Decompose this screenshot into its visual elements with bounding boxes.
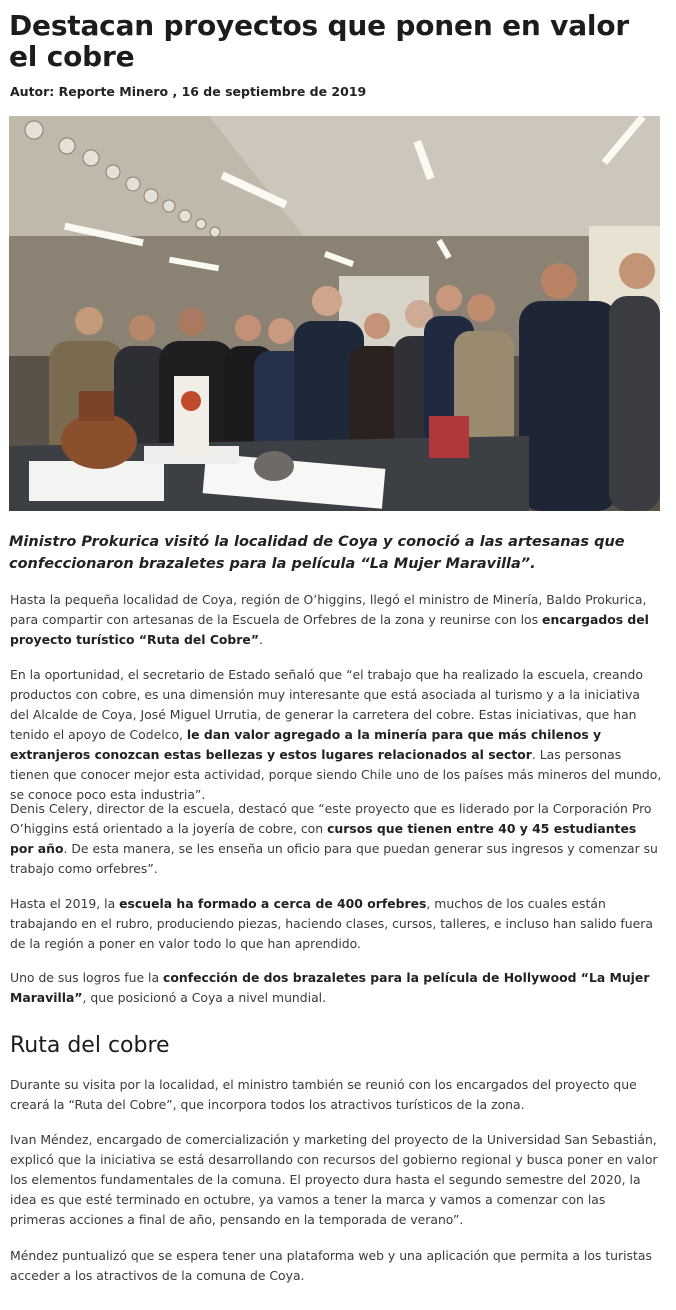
paragraph-6: Durante su visita por la localidad, el ministro también se reunió con los encargados del proyecto que creará la “Ruta del Cobre”, que incorpora todos los atractivos turísticos de la zona. <box>10 1077 637 1112</box>
paragraph-4: Hasta el 2019, la escuela ha formado a cerca de 400 orfebres, muchos de los cuales están trabajando en el rubro, produciendo piezas, haciendo clases, cursos, talleres, e incluso han salido fuera de la región a poner en valor todo lo que han aprendido. <box>10 896 653 951</box>
article-lede: Ministro Prokurica visitó la localidad de Coya y conoció a las artesanas que confeccionaron brazaletes para la película “La Mujer Maravilla”. <box>9 534 625 572</box>
paragraph-5: Uno de sus logros fue la confección de dos brazaletes para la película de Hollywood “La Mujer Maravilla”, que posicionó a Coya a nivel mundial. <box>10 970 650 1005</box>
section-heading: Ruta del cobre <box>10 1033 170 1058</box>
article-title: Destacan proyectos que ponen en valor el cobre <box>9 9 629 73</box>
article-byline: Autor: Reporte Minero , 16 de septiembre de 2019 <box>10 84 367 99</box>
paragraph-8: Méndez puntualizó que se espera tener una plataforma web y una aplicación que permita a los turistas acceder a los atractivos de la comuna de Coya. <box>10 1248 652 1283</box>
article-photo <box>9 116 660 511</box>
paragraph-3: Denis Celery, director de la escuela, destacó que “este proyecto que es liderado por la Corporación Pro O’higgins está orientado a la joyería de cobre, con cursos que tienen entre 40 y 45 estudiantes por año. De esta manera, se les enseña un oficio para que puedan generar sus ingresos y comenzar su trabajo como orfebres”. <box>10 801 658 876</box>
paragraph-2: En la oportunidad, el secretario de Estado señaló que “el trabajo que ha realizado la escuela, creando productos con cobre, es una dimensión muy interesante que está asociada al turismo y a la iniciativa del Alcalde de Coya, José Miguel Urrutia, de generar la carretera del cobre. Estas iniciativas, que han tenido el apoyo de Codelco, le dan valor agregado a la minería para que más chilenos y extranjeros conozcan estas bellezas y estos lugares relacionados al sector. Las personas tienen que conocer mejor esta actividad, porque siendo Chile uno de los países más mineros del mundo, se conoce poco esta industria”. <box>10 667 662 802</box>
paragraph-7: Ivan Méndez, encargado de comercialización y marketing del proyecto de la Universidad San Sebastián, explicó que la iniciativa se está desarrollando con recursos del gobierno regional y busca poner en valor los elementos fundamentales de la comuna. El proyecto dura hasta el segundo semestre del 2020, la idea es que esté terminado en octubre, ya vamos a tener la marca y vamos a comenzar con las primeras acciones a final de año, pensando en la temporada de verano”. <box>10 1132 658 1227</box>
paragraph-1: Hasta la pequeña localidad de Coya, región de O’higgins, llegó el ministro de Minería, Baldo Prokurica, para compartir con artesanas de la Escuela de Orfebres de la zona y reunirse con los encargados del proyecto turístico “Ruta del Cobre”. <box>10 592 649 647</box>
